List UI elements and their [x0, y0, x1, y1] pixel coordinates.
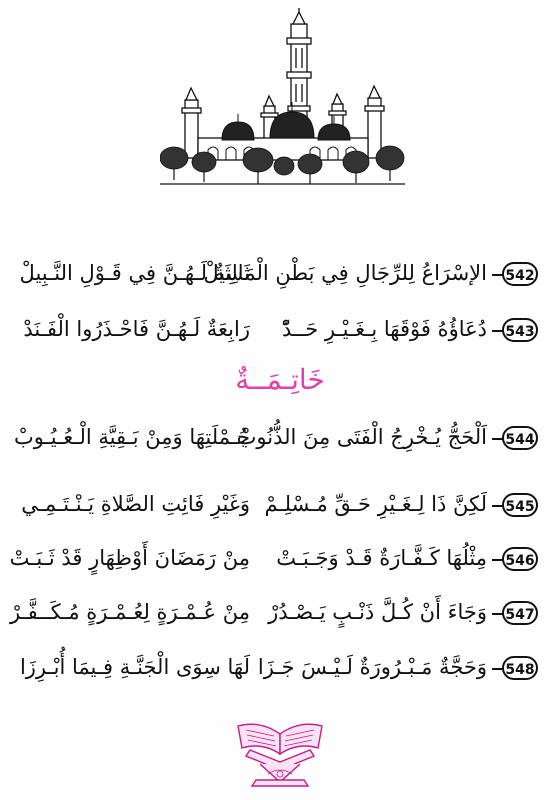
verse-first-hemistich: وَجَاءَ أَنْ كُـلَّ ذَنْـبٍ يَـصْـدُرْ [268, 600, 487, 624]
verse-row [0, 420, 559, 460]
verse-first-hemistich: الإسْرَاعُ لِلرِّجَالِ فِي بَطْنِ الْمَسِيلْ [203, 261, 487, 285]
verse-number: 547 [502, 601, 538, 625]
verse-row [0, 650, 559, 690]
verse-row [0, 487, 559, 527]
verse-second-hemistich: لَهَا سِوَى الْجَنَّـةِ فِـيمَا أُبْـرِزَا [19, 655, 250, 679]
verse-second-hemistich: وَغَيْرِ فَائِتِ الصَّلاةِ يَـنْـتَـمِـي [21, 492, 250, 516]
verse-number: 546 [502, 547, 538, 571]
verse-first-hemistich: دُعَاؤُهُ فَوْقَهَا بِـغَـيْـرِ حَــدّْ [281, 317, 487, 341]
mosque-illustration [160, 8, 405, 193]
verse-second-hemistich: مِنْ عُـمْـرَةٍ لِعُـمْـرَةٍ مُـكَــفَّـرْ [9, 600, 250, 624]
section-title: خَاتِـمَــةٌ [235, 363, 325, 396]
verse-number: 548 [502, 656, 538, 680]
verse-number: 545 [502, 493, 538, 517]
verse-row [0, 312, 559, 352]
verse-first-hemistich: وَحَجَّةٌ مَـبْـرُورَةٌ لَـيْـسَ جَـزَا [257, 655, 487, 679]
verse-second-hemistich: مِنْ رَمَضَانَ أَوْظِهَارٍ قَدْ ثَـبَـتْ [9, 546, 250, 570]
verse-first-hemistich: اَلْحَجُّ يُـخْرِجُ الْفَتَى مِنَ الذُّنُوبْ [236, 425, 487, 449]
verse-first-hemistich: لَكِنَّ ذَا لِـغَـيْرِ حَـقِّ مُـسْلِـمْ [264, 492, 487, 516]
verse-second-hemistich: ثَالِثَةٌ لَـهُـنَّ فِي قَـوْلِ النَّـبِيلْ [19, 261, 250, 285]
verse-second-hemistich: رَابِعَةٌ لَـهُـنَّ فَاحْـذَرُوا الْفَـنَدْ [23, 317, 250, 341]
verse-row [0, 256, 559, 296]
quran-stand-illustration [230, 700, 330, 792]
verse-number: 543 [502, 318, 538, 342]
verse-first-hemistich: مِثْلُهَا كَـفَّـارَةٌ قَـدْ وَجَـبَـتْ [276, 546, 487, 570]
verse-row [0, 541, 559, 581]
verse-number: 544 [502, 426, 538, 450]
verse-number: 542 [502, 262, 538, 286]
verse-second-hemistich: جُـمْلَتِهَا وَمِنْ بَـقِيَّةِ الْـعُـيُـوبْ [13, 425, 250, 449]
verse-row [0, 595, 559, 635]
